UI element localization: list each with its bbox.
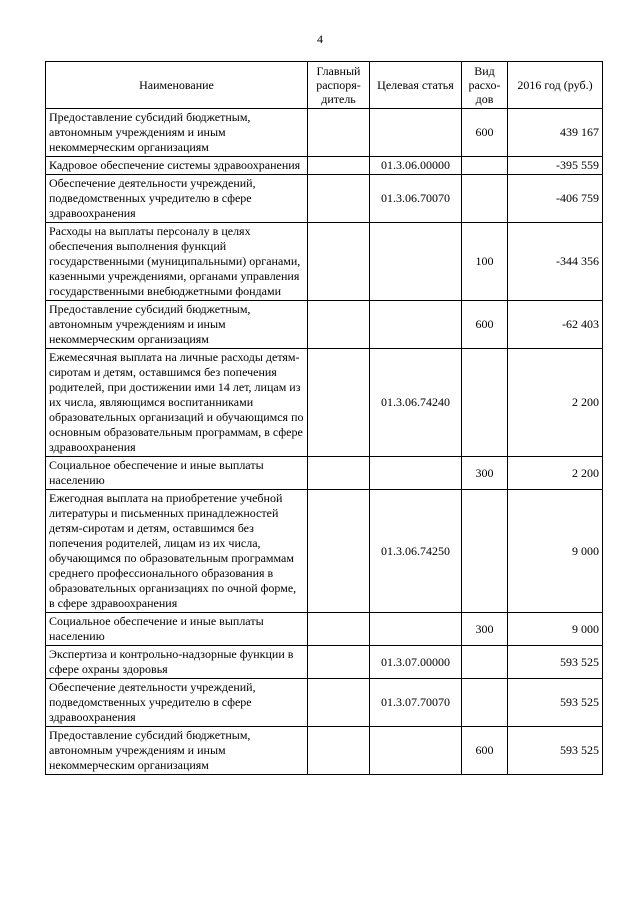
row-amount: -406 759 xyxy=(508,175,603,223)
row-target xyxy=(370,223,462,301)
table-row xyxy=(46,490,603,613)
page-number: 4 xyxy=(317,32,323,46)
row-amount: 593 525 xyxy=(508,679,603,727)
row-kind xyxy=(462,490,508,613)
row-amount: 593 525 xyxy=(508,646,603,679)
row-kind xyxy=(462,157,508,175)
row-amount: -395 559 xyxy=(508,157,603,175)
row-amount: 9 000 xyxy=(508,490,603,613)
row-kind: 600 xyxy=(462,109,508,157)
row-kind: 600 xyxy=(462,727,508,775)
row-kind xyxy=(462,175,508,223)
row-target xyxy=(370,109,462,157)
row-amount: -344 356 xyxy=(508,223,603,301)
row-amount: 2 200 xyxy=(508,349,603,457)
row-target xyxy=(370,727,462,775)
row-kind: 300 xyxy=(462,613,508,646)
row-amount: 2 200 xyxy=(508,457,603,490)
table-row xyxy=(46,109,603,157)
row-kind xyxy=(462,349,508,457)
row-admin xyxy=(308,613,370,646)
row-name: Экспертиза и контрольно-надзорные функции в сфере охраны здоровья xyxy=(46,646,308,679)
row-target: 01.3.06.74240 xyxy=(370,349,462,457)
row-target xyxy=(370,301,462,349)
row-target: 01.3.07.00000 xyxy=(370,646,462,679)
row-name: Предоставление субсидий бюджетным, автономным учреждениям и иным некоммерческим организациям xyxy=(46,301,308,349)
row-name: Предоставление субсидий бюджетным, автономным учреждениям и иным некоммерческим организациям xyxy=(46,109,308,157)
row-name: Предоставление субсидий бюджетным, автономным учреждениям и иным некоммерческим организациям xyxy=(46,727,308,775)
table-row xyxy=(46,349,603,457)
row-kind: 100 xyxy=(462,223,508,301)
header-kind: Вид расхо-дов xyxy=(462,62,508,109)
row-target: 01.3.06.74250 xyxy=(370,490,462,613)
row-amount: 593 525 xyxy=(508,727,603,775)
header-name: Наименование xyxy=(46,62,308,109)
row-admin xyxy=(308,157,370,175)
row-name: Обеспечение деятельности учреждений, подведомственных учредителю в сфере здравоохранения xyxy=(46,175,308,223)
row-admin xyxy=(308,349,370,457)
row-target: 01.3.06.70070 xyxy=(370,175,462,223)
header-amount: 2016 год (руб.) xyxy=(508,62,603,109)
row-name: Социальное обеспечение и иные выплаты населению xyxy=(46,457,308,490)
row-admin xyxy=(308,223,370,301)
row-name: Обеспечение деятельности учреждений, подведомственных учредителю в сфере здравоохранения xyxy=(46,679,308,727)
budget-table xyxy=(45,61,603,775)
table-row xyxy=(46,301,603,349)
table-row xyxy=(46,679,603,727)
table-row xyxy=(46,457,603,490)
header-admin: Главный распоря-дитель xyxy=(308,62,370,109)
row-kind: 600 xyxy=(462,301,508,349)
row-amount: -62 403 xyxy=(508,301,603,349)
row-kind xyxy=(462,679,508,727)
table-row xyxy=(46,223,603,301)
row-admin xyxy=(308,679,370,727)
row-admin xyxy=(308,175,370,223)
row-amount: 9 000 xyxy=(508,613,603,646)
table-row xyxy=(46,175,603,223)
header-target: Целевая статья xyxy=(370,62,462,109)
row-kind: 300 xyxy=(462,457,508,490)
row-name: Социальное обеспечение и иные выплаты населению xyxy=(46,613,308,646)
row-admin xyxy=(308,109,370,157)
row-admin xyxy=(308,490,370,613)
row-name: Ежегодная выплата на приобретение учебной литературы и письменных принадлежностей детям-сиротам и детям, оставшимся без попечения родителей, лицам из их числа, обучающимся по образовательным программам среднего профессионального образования в образовательных организациях по очной форме, в сфере здравоохранения xyxy=(46,490,308,613)
row-amount: 439 167 xyxy=(508,109,603,157)
row-admin xyxy=(308,646,370,679)
table-row xyxy=(46,157,603,175)
row-name: Расходы на выплаты персоналу в целях обеспечения выполнения функций государственными (муниципальными) органами, казенными учреждениями, органами управления государственными внебюджетными фондами xyxy=(46,223,308,301)
row-target xyxy=(370,457,462,490)
row-admin xyxy=(308,301,370,349)
table-row xyxy=(46,646,603,679)
row-target: 01.3.07.70070 xyxy=(370,679,462,727)
row-kind xyxy=(462,646,508,679)
row-admin xyxy=(308,727,370,775)
row-name: Кадровое обеспечение системы здравоохранения xyxy=(46,157,308,175)
row-admin xyxy=(308,457,370,490)
row-target xyxy=(370,613,462,646)
table-row xyxy=(46,727,603,775)
table-header-row xyxy=(46,62,603,109)
table-row xyxy=(46,613,603,646)
row-target: 01.3.06.00000 xyxy=(370,157,462,175)
row-name: Ежемесячная выплата на личные расходы детям-сиротам и детям, оставшимся без попечения родителей, при достижении ими 14 лет, лицам из их числа, являющимся воспитанниками образовательных организаций и обучающимся по основным образовательным программам, в сфере здравоохранения xyxy=(46,349,308,457)
